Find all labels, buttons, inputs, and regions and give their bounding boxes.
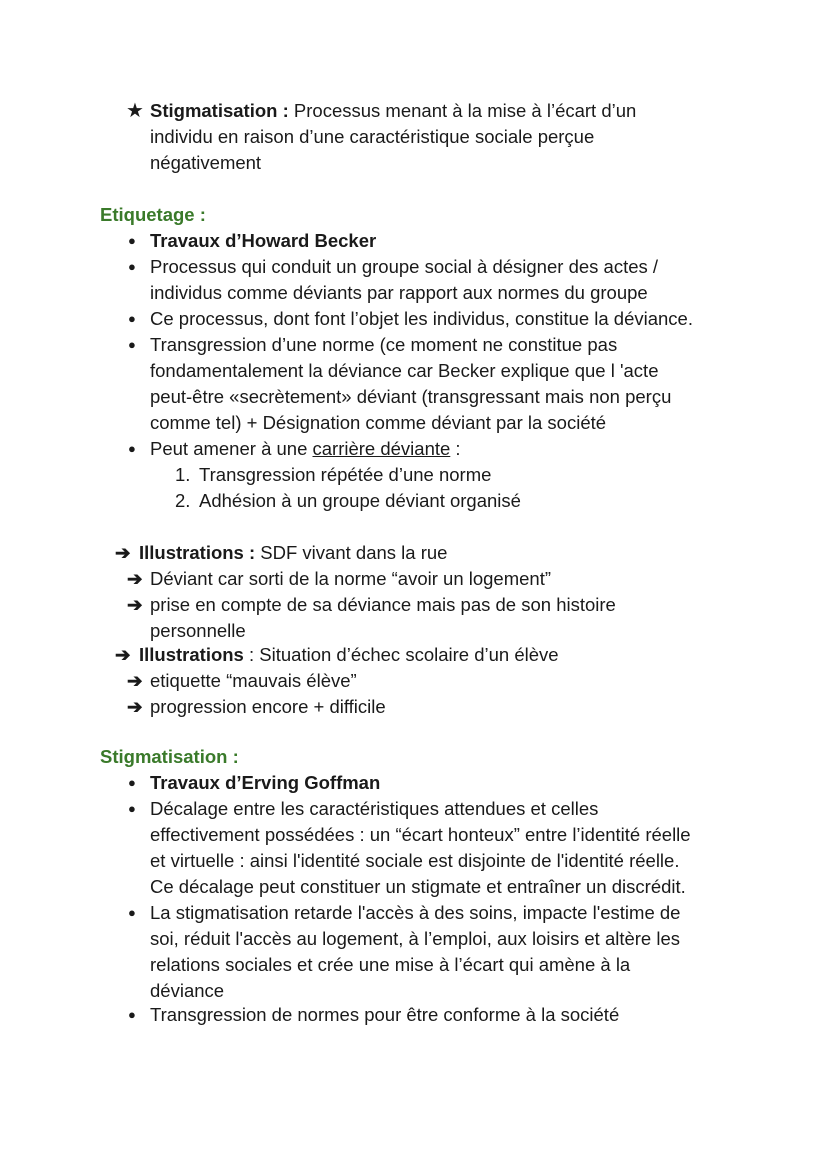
stigmatisation-bullet-3-line-2: soi, réduit l'accès au logement, à l’emploi, aux loisirs et altère les	[150, 928, 681, 949]
illustration-1-arrow-2-line-1: prise en compte de sa déviance mais pas de son histoire	[150, 594, 616, 615]
arrow-icon: ➔	[115, 644, 131, 665]
sub-item-2: Adhésion à un groupe déviant organisé	[199, 490, 521, 511]
etiquetage-author: Travaux d’Howard Becker	[150, 230, 377, 251]
stigmatisation-bullet-3-line-1: La stigmatisation retarde l'accès à des soins, impacte l'estime de	[150, 902, 681, 923]
star-item-line-2: individu en raison d’une caractéristique sociale perçue	[150, 126, 595, 147]
bullet-icon: ●	[128, 775, 136, 790]
star-item-line-3: négativement	[150, 152, 262, 173]
bullet-icon: ●	[128, 1007, 136, 1022]
arrow-icon: ➔	[127, 568, 143, 589]
etiquetage-bullet-2-line-1: Processus qui conduit un groupe social à désigner des actes /	[150, 256, 659, 277]
star-icon: ★	[126, 100, 144, 122]
stigmatisation-bullet-2-line-1: Décalage entre les caractéristiques attendues et celles	[150, 798, 599, 819]
illustration-2-arrow-1: etiquette “mauvais élève”	[150, 670, 357, 691]
etiquetage-bullet-5: Peut amener à une carrière déviante :	[150, 438, 461, 459]
stigmatisation-author: Travaux d’Erving Goffman	[150, 772, 381, 793]
bullet-icon: ●	[128, 337, 136, 352]
star-item-line-1: Stigmatisation : Processus menant à la mise à l’écart d’un	[150, 100, 637, 121]
etiquetage-bullet-4-line-3: peut-être «secrètement» déviant (transgressant mais non perçu	[150, 386, 672, 407]
term-stigmatisation: Stigmatisation :	[150, 100, 289, 121]
arrow-icon: ➔	[127, 670, 143, 691]
list-number-2: 2.	[175, 490, 191, 511]
bullet-icon: ●	[128, 311, 136, 326]
illustration-2-arrow-2: progression encore + difficile	[150, 696, 386, 717]
illustration-1: Illustrations : SDF vivant dans la rue	[139, 542, 448, 563]
etiquetage-bullet-2-line-2: individus comme déviants par rapport aux normes du groupe	[150, 282, 648, 303]
arrow-icon: ➔	[127, 594, 143, 615]
stigmatisation-bullet-4: Transgression de normes pour être conforme à la société	[150, 1004, 620, 1025]
heading-etiquetage: Etiquetage :	[100, 204, 206, 225]
etiquetage-bullet-4-line-4: comme tel) + Désignation comme déviant par la société	[150, 412, 607, 433]
stigmatisation-bullet-3-line-3: relations sociales et crée une mise à l’écart qui amène à la	[150, 954, 631, 975]
stigmatisation-bullet-2-line-4: Ce décalage peut constituer un stigmate et entraîner un discrédit.	[150, 876, 686, 897]
illustration-1-arrow-1: Déviant car sorti de la norme “avoir un logement”	[150, 568, 552, 589]
etiquetage-bullet-4-line-1: Transgression d’une norme (ce moment ne constitue pas	[150, 334, 618, 355]
arrow-icon: ➔	[115, 542, 131, 563]
stigmatisation-bullet-3-line-4: déviance	[150, 980, 225, 1001]
list-number-1: 1.	[175, 464, 191, 485]
stigmatisation-bullet-2-line-3: et virtuelle : ainsi l'identité sociale est disjointe de l'identité réelle.	[150, 850, 680, 871]
sub-item-1: Transgression répétée d’une norme	[199, 464, 492, 485]
stigmatisation-bullet-2-line-2: effectivement possédées : un “écart honteux” entre l’identité réelle	[150, 824, 691, 845]
illustration-2: Illustrations : Situation d’échec scolaire d’un élève	[139, 644, 559, 665]
carriere-deviante-underlined: carrière déviante	[312, 438, 451, 459]
arrow-icon: ➔	[127, 696, 143, 717]
bullet-icon: ●	[128, 259, 136, 274]
bullet-icon: ●	[128, 233, 136, 248]
heading-stigmatisation: Stigmatisation :	[100, 746, 239, 767]
illustration-1-arrow-2-line-2: personnelle	[150, 620, 246, 641]
etiquetage-bullet-3: Ce processus, dont font l’objet les individus, constitue la déviance.	[150, 308, 693, 329]
bullet-icon: ●	[128, 441, 136, 456]
bullet-icon: ●	[128, 905, 136, 920]
etiquetage-bullet-4-line-2: fondamentalement la déviance car Becker explique que l 'acte	[150, 360, 659, 381]
bullet-icon: ●	[128, 801, 136, 816]
